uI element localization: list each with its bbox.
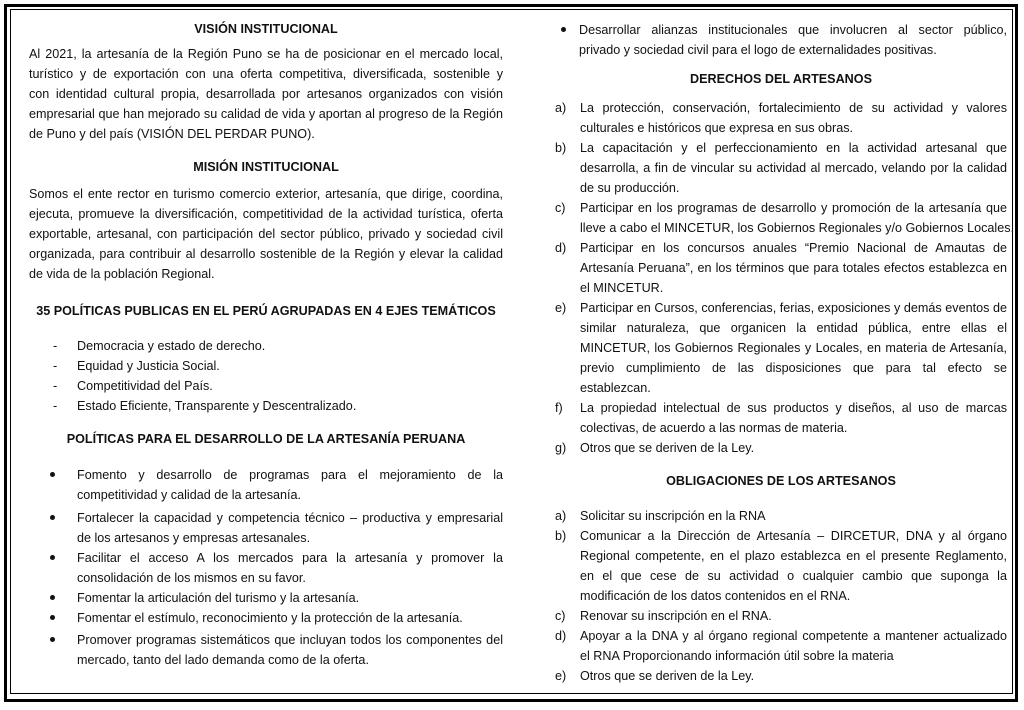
mision-line: exportable, artesanal, con participación del sector público, privado y sociedad civil — [29, 227, 503, 241]
derecho-line: el MINCETUR. — [580, 281, 664, 295]
obligacion-line: Solicitar su inscripción en la RNA — [580, 509, 766, 523]
derecho-line: previo cumplimiento de las disposiciones que para tal efecto se — [580, 361, 1007, 375]
obligacion-line: Comunicar a la Dirección de Artesanía – DIRCETUR, DNA y al órgano — [580, 529, 1007, 543]
artesania-line: Fomentar la articulación del turismo y la artesanía. — [77, 591, 360, 605]
dash-marker: - — [53, 379, 58, 393]
obligacion-line: Renovar su inscripción en el RNA. — [580, 609, 772, 623]
artesania-line: de los artesanos y empresas artesanales. — [77, 531, 311, 545]
derecho-line: culturales e históricos que expresa en sus obras. — [580, 121, 854, 135]
bullet-icon — [50, 515, 55, 520]
derecho-line: colectivas, de acuerdo a las normas de materia. — [580, 421, 848, 435]
list-marker: g) — [555, 441, 567, 455]
obligacion-line: Regional competente, en el plazo establezca en el presente Reglamento, — [580, 549, 1007, 563]
bullet-icon — [50, 615, 55, 620]
mision-line: ejecuta, promueve la diversificación, competitividad de la actividad turística, oferta — [29, 207, 503, 221]
list-marker: f) — [555, 401, 563, 415]
artesania-line: Fomentar el estímulo, reconocimiento y la protección de la artesanía. — [77, 611, 463, 625]
vision-line: empresarial que han mejorado su calidad de vida y aportan al progreso de la Región — [29, 107, 503, 121]
derecho-line: Participar en los concursos anuales “Premio Nacional de Amautas de — [580, 241, 1007, 255]
derecho-line: La propiedad intelectual de sus productos y diseños, al uso de marcas — [580, 401, 1007, 415]
list-marker: c) — [555, 201, 566, 215]
derecho-line: lleve a cabo el MINCETUR, los Gobiernos Regionales y/o Gobiernos Locales. — [580, 221, 1014, 235]
derecho-line: Otros que se deriven de la Ley. — [580, 441, 755, 455]
eje-text: Democracia y estado de derecho. — [77, 339, 266, 353]
dash-marker: - — [53, 399, 58, 413]
eje-text: Estado Eficiente, Transparente y Descentralizado. — [77, 399, 357, 413]
artesania-line: consolidación de los mismos en su favor. — [77, 571, 306, 585]
derecho-line: La protección, conservación, fortalecimiento de su actividad y valores — [580, 101, 1007, 115]
vision-line: Al 2021, la artesanía de la Región Puno se ha de posicionar en el mercado local, — [29, 47, 503, 61]
vision-title: VISIÓN INSTITUCIONAL — [194, 22, 338, 36]
artesania-line: Fomento y desarrollo de programas para el mejoramiento de la — [77, 468, 503, 482]
bullet-icon — [50, 472, 55, 477]
derecho-line: desarrolla, a fin de vincular su actividad al mercado, velando por la calidad — [580, 161, 1007, 175]
page-inner-border — [10, 9, 1013, 694]
eje-text: Competitividad del País. — [77, 379, 213, 393]
bullet-icon — [561, 27, 566, 32]
obligacion-line: Otros que se deriven de la Ley. — [580, 669, 755, 683]
bullet-icon — [50, 555, 55, 560]
list-marker: d) — [555, 629, 567, 643]
alianzas-line: Desarrollar alianzas institucionales que involucren al sector público, — [579, 23, 1007, 37]
vision-paragraph — [29, 44, 503, 144]
mision-title: MISIÓN INSTITUCIONAL — [193, 160, 339, 174]
artesania-line: competitividad y calidad de la artesanía. — [77, 488, 302, 502]
artesania-line: Promover programas sistemáticos que incluyan todos los componentes del — [77, 633, 503, 647]
obligaciones-title: OBLIGACIONES DE LOS ARTESANOS — [666, 474, 896, 488]
obligacion-line: modificación de los datos contenidos en el RNA. — [580, 589, 851, 603]
obligacion-line: en el que cese de su actividad o cualquier cambio que suponga la — [580, 569, 1007, 583]
artesania-line: Fortalecer la capacidad y competencia técnico – productiva y empresarial — [77, 511, 503, 525]
bullet-icon — [50, 595, 55, 600]
derecho-line: Artesanía Peruana”, en los términos que para totales efectos establezca en — [580, 261, 1007, 275]
obligacion-line: Apoyar a la DNA y al órgano regional competente a mantener actualizado — [580, 629, 1007, 643]
eje-text: Equidad y Justicia Social. — [77, 359, 220, 373]
politicas-title: 35 POLÍTICAS PUBLICAS EN EL PERÚ AGRUPADAS EN 4 EJES TEMÁTICOS — [36, 304, 496, 318]
bullet-icon — [50, 637, 55, 642]
derecho-line: Participar en Cursos, conferencias, ferias, exposiciones y demás eventos de — [580, 301, 1007, 315]
artesania-line: Facilitar el acceso A los mercados para la artesanía y promover la — [77, 551, 503, 565]
vision-line: de Puno y del país (VISIÓN DEL PERDAR PUNO). — [29, 127, 315, 141]
mision-line: Somos el ente rector en turismo comercio exterior, artesanía, que dirige, coordina, — [29, 187, 503, 201]
derecho-line: Participar en los programas de desarrollo y promoción de la artesanía que — [580, 201, 1007, 215]
derechos-title: DERECHOS DEL ARTESANOS — [690, 72, 872, 86]
mision-line: de vida de la población Regional. — [29, 267, 215, 281]
dash-marker: - — [53, 359, 58, 373]
list-marker: e) — [555, 301, 567, 315]
list-marker: a) — [555, 101, 567, 115]
mision-line: organizada, para contribuir al desarrollo sostenible de la Región y elevar la calidad — [29, 247, 503, 261]
list-marker: a) — [555, 509, 567, 523]
derecho-line: similar naturaleza, que organicen la entidad pública, entre ellas el — [580, 321, 1007, 335]
derecho-line: MINCETUR, los Gobiernos Regionales y Locales, en materia de Artesanía, — [580, 341, 1007, 355]
derecho-line: La capacitación y el perfeccionamiento en la actividad artesanal que — [580, 141, 1007, 155]
derecho-line: de su producción. — [580, 181, 680, 195]
alianzas-line: privado y sociedad civil para el logo de externalidades positivas. — [579, 43, 937, 57]
derecho-line: establezcan. — [580, 381, 651, 395]
list-marker: c) — [555, 609, 566, 623]
list-marker: e) — [555, 669, 567, 683]
list-marker: d) — [555, 241, 567, 255]
artesania-line: mercado, tanto del lado demanda como de la oferta. — [77, 653, 369, 667]
list-marker: b) — [555, 529, 567, 543]
artesania-title: POLÍTICAS PARA EL DESARROLLO DE LA ARTESANÍA PERUANA — [66, 432, 466, 446]
dash-marker: - — [53, 339, 58, 353]
list-marker: b) — [555, 141, 567, 155]
vision-line: turístico y de exportación con una oferta competitiva, diversificada, sostenible y — [29, 67, 503, 81]
obligacion-line: el RNA Proporcionando información útil sobre la materia — [580, 649, 894, 663]
vision-line: con identidad cultural propia, desarrollada por artesanos organizados con visión — [29, 87, 503, 101]
mision-paragraph — [29, 184, 503, 284]
